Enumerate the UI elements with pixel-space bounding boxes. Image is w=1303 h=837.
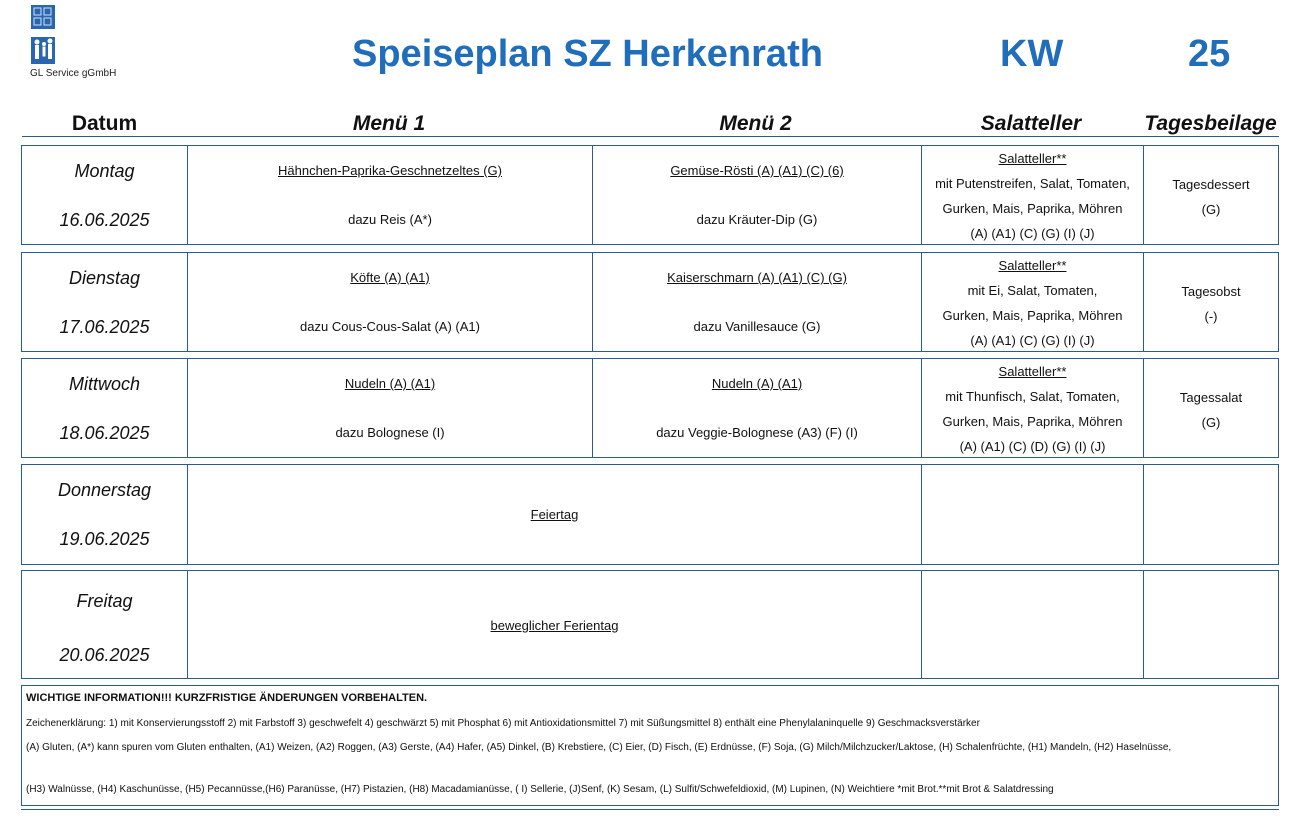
week-number: 25	[1188, 33, 1231, 75]
menu1-side: dazu Cous-Cous-Salat (A) (A1)	[300, 319, 480, 334]
holiday-cell	[187, 465, 921, 564]
allergen-legend-1: (A) Gluten, (A*) kann spuren vom Gluten enthalten, (A1) Weizen, (A2) Roggen, (A3) Gerste, (A4) Hafer, (A5) Dinkel, (B) Krebstiere, (C) Eier, (D) Fisch, (E) Erdnüsse, (F) Soja, (G) Milch/Milchzucker/Laktose, (H) Schalenfrüchte, (H1) Mandeln, (H2) Haselnüsse,	[26, 742, 1172, 753]
holiday-cell	[187, 571, 921, 678]
beilage-cell	[1143, 359, 1278, 457]
weekday: Donnerstag	[57, 480, 152, 500]
salad-line: Gurken, Mais, Paprika, Möhren	[942, 414, 1123, 429]
date-cell	[22, 253, 187, 351]
menu2-cell	[592, 253, 921, 351]
column-header-salatteller: Salatteller	[980, 112, 1082, 135]
allergen-legend-2: (H3) Walnüsse, (H4) Kaschunüsse, (H5) Pecannüsse,(H6) Paranüsse, (H7) Pistazien, (H8) Macadamianüsse, ( I) Sellerie, (J)Senf, (K) Sesam, (L) Sulfit/Schwefeldioxid, (M) Lupinen, (N) Weichtiere *mit Brot.**mit Brot & Salatdressing	[26, 784, 1054, 795]
beilage-allergen: (G)	[1201, 202, 1221, 217]
menu1-side: dazu Bolognese (I)	[335, 425, 445, 440]
week-label: KW	[1000, 33, 1064, 75]
weekday: Mittwoch	[68, 374, 140, 394]
salad-line: Gurken, Mais, Paprika, Möhren	[942, 308, 1123, 323]
salad-cell	[921, 359, 1143, 457]
beilage-cell	[1143, 571, 1278, 678]
menu2-dish: Nudeln (A) (A1)	[711, 376, 803, 391]
column-header-tagesbeilage: Tagesbeilage	[1144, 112, 1277, 135]
beilage-cell	[1143, 253, 1278, 351]
holiday-label: Feiertag	[530, 507, 579, 522]
day-row-monday	[21, 145, 1279, 245]
menu2-cell	[592, 146, 921, 244]
menu1-dish: Hähnchen-Paprika-Geschnetzeltes (G)	[278, 163, 502, 178]
menu1-dish: Nudeln (A) (A1)	[344, 376, 436, 391]
header-divider	[22, 136, 1279, 137]
salad-cell	[921, 146, 1143, 244]
menu2-side: dazu Kräuter-Dip (G)	[696, 212, 818, 227]
menu2-side: dazu Veggie-Bolognese (A3) (F) (I)	[656, 425, 858, 440]
salad-title: Salatteller**	[998, 364, 1067, 379]
day-row-wednesday	[21, 358, 1279, 458]
page-title: Speiseplan SZ Herkenrath	[352, 33, 823, 75]
beilage-cell	[1143, 146, 1278, 244]
day-row-thursday	[21, 464, 1279, 565]
date: 18.06.2025	[59, 423, 150, 443]
date: 19.06.2025	[59, 529, 150, 549]
additive-legend: Zeichenerklärung: 1) mit Konservierungsstoff 2) mit Farbstoff 3) geschwefelt 4) geschwärzt 5) mit Phosphat 6) mit Antioxidationsmittel 7) mit Süßungsmittel 8) enthält eine Phenylalaninquelle 9) Geschmacksverstärker	[26, 718, 980, 729]
info-bottom-rule	[21, 809, 1279, 810]
date: 16.06.2025	[59, 210, 150, 230]
beilage-allergen: (G)	[1201, 415, 1221, 430]
date-cell	[22, 465, 187, 564]
company-name: GL Service gGmbH	[30, 68, 117, 79]
column-header-datum: Datum	[71, 112, 138, 135]
beilage-name: Tagesobst	[1181, 284, 1241, 299]
salad-line: Gurken, Mais, Paprika, Möhren	[942, 201, 1123, 216]
weekday: Dienstag	[68, 268, 141, 288]
info-box	[21, 685, 1279, 806]
date-cell	[22, 146, 187, 244]
menu2-side: dazu Vanillesauce (G)	[693, 319, 821, 334]
date-cell	[22, 359, 187, 457]
holiday-label: beweglicher Ferientag	[490, 618, 619, 633]
menu2-cell	[592, 359, 921, 457]
salad-line: mit Thunfisch, Salat, Tomaten,	[945, 389, 1120, 404]
date: 17.06.2025	[59, 317, 150, 337]
menu1-cell	[187, 146, 592, 244]
beilage-name: Tagessalat	[1179, 390, 1243, 405]
beilage-name: Tagesdessert	[1172, 177, 1250, 192]
column-header-menu2: Menü 2	[719, 112, 792, 135]
company-logo	[30, 4, 140, 80]
salad-cell	[921, 465, 1143, 564]
day-row-tuesday	[21, 252, 1279, 352]
salad-line: (A) (A1) (C) (G) (I) (J)	[970, 333, 1095, 348]
salad-line: (A) (A1) (C) (G) (I) (J)	[970, 226, 1095, 241]
salad-cell	[921, 253, 1143, 351]
menu1-cell	[187, 253, 592, 351]
date-cell	[22, 571, 187, 678]
weekday: Freitag	[76, 591, 133, 611]
salad-line: mit Ei, Salat, Tomaten,	[967, 283, 1098, 298]
menu2-dish: Kaiserschmarn (A) (A1) (C) (G)	[667, 270, 847, 285]
salad-title: Salatteller**	[998, 151, 1067, 166]
beilage-cell	[1143, 465, 1278, 564]
column-header-menu1: Menü 1	[352, 112, 426, 135]
salad-title: Salatteller**	[998, 258, 1067, 273]
beilage-allergen: (-)	[1204, 309, 1218, 324]
menu1-cell	[187, 359, 592, 457]
menu1-side: dazu Reis (A*)	[348, 212, 432, 227]
weekday: Montag	[74, 161, 135, 181]
day-row-friday	[21, 570, 1279, 679]
people-logo-icon	[30, 4, 58, 66]
info-heading: WICHTIGE INFORMATION!!! KURZFRISTIGE ÄNDERUNGEN VORBEHALTEN.	[26, 692, 428, 704]
salad-line: mit Putenstreifen, Salat, Tomaten,	[935, 176, 1130, 191]
date: 20.06.2025	[59, 645, 150, 665]
menu2-dish: Gemüse-Rösti (A) (A1) (C) (6)	[670, 163, 844, 178]
salad-cell	[921, 571, 1143, 678]
menu1-dish: Köfte (A) (A1)	[350, 270, 430, 285]
salad-line: (A) (A1) (C) (D) (G) (I) (J)	[959, 439, 1106, 454]
